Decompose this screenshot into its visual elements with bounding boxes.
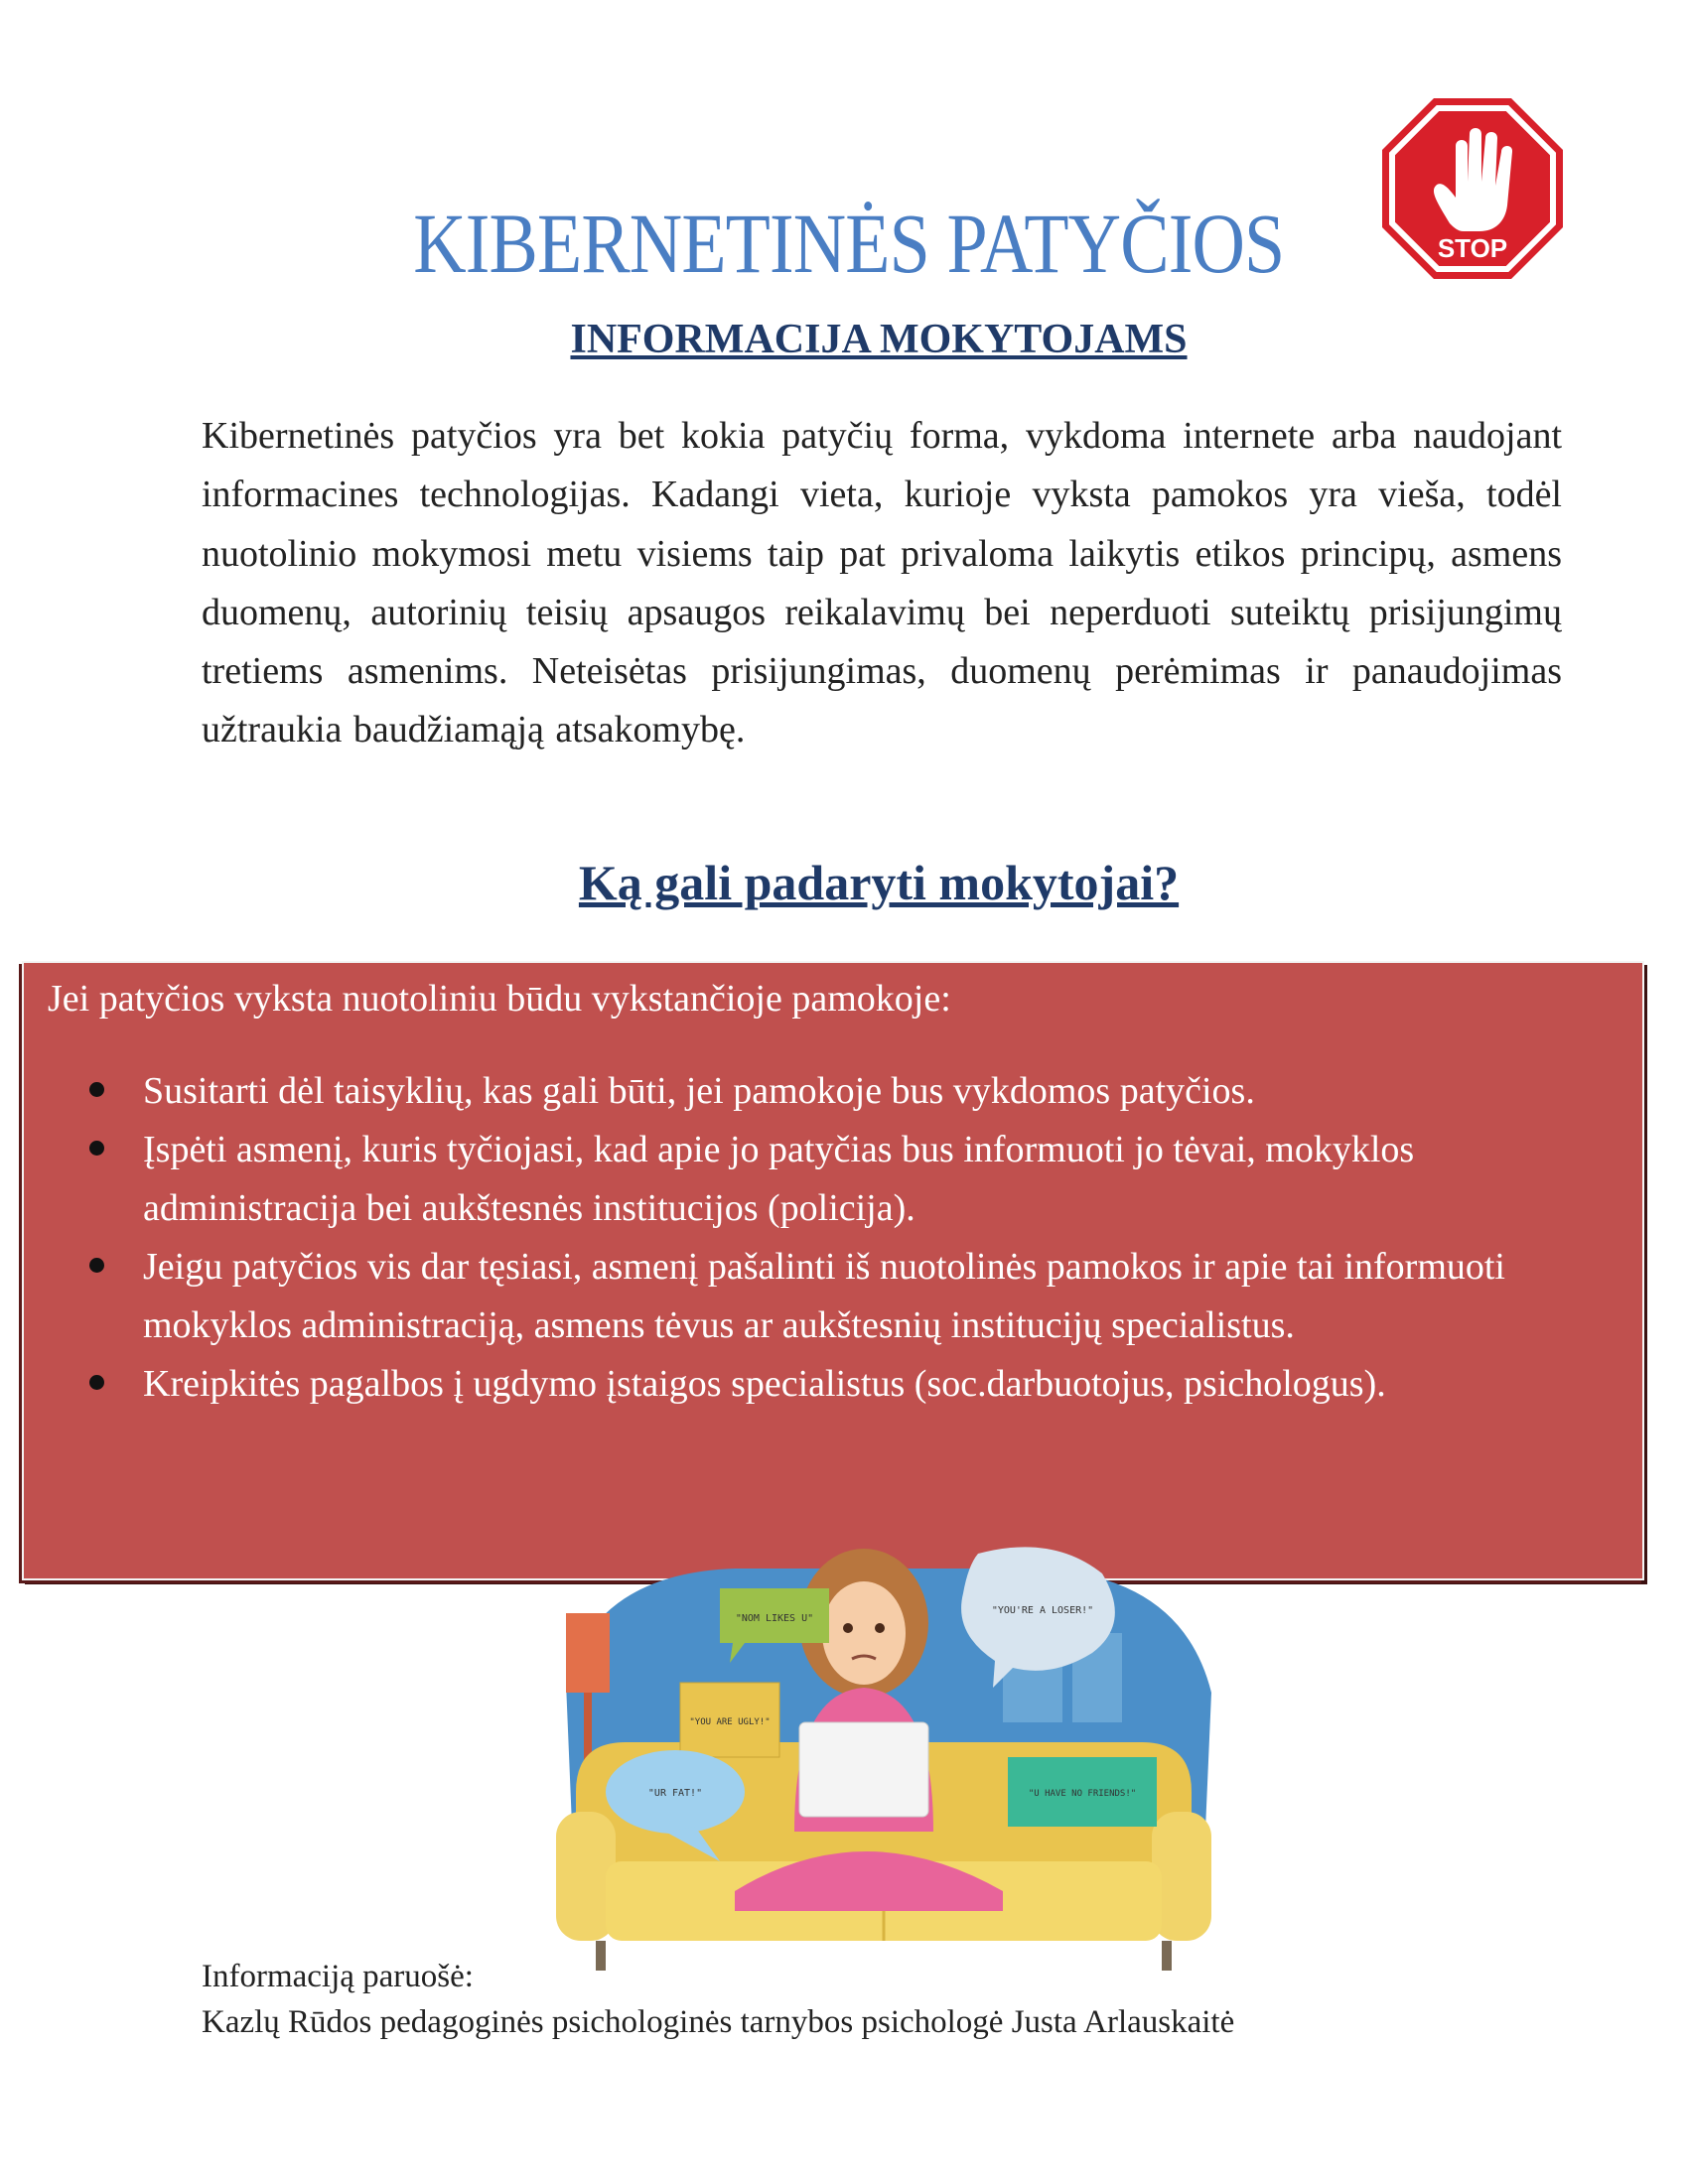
list-item-text: Susitarti dėl taisyklių, kas gali būti, jei pamokoje bus vykdomos patyčios. [143,1070,1255,1112]
list-item-text: Įspėti asmenį, kuris tyčiojasi, kad apie jo patyčias bus informuoti jo tėvai, mokyklos administracija bei aukštesnės institucijos (policija). [143,1129,1415,1229]
bullet-icon [89,1141,104,1156]
credits-author: Kazlų Rūdos pedagoginės psichologinės tarnybos psichologė Justa Arlauskaitė [202,2004,1235,2040]
bubble-4: "UR FAT!" [647,1788,703,1799]
actions-lead: Jei patyčios vyksta nuotoliniu būdu vykstančioje pamokoje: [48,978,951,1020]
bullet-icon [89,1375,104,1390]
list-item-text: Kreipkitės pagalbos į ugdymo įstaigos specialistus (soc.darbuotojus, psichologus). [143,1363,1386,1405]
stop-hand-icon [1378,94,1567,283]
stop-sign-text: STOP [1437,233,1508,263]
credits-label: Informaciją paruošė: [202,1959,474,1994]
bubble-2: "YOU'RE A LOSER!" [991,1605,1094,1616]
list-item [143,1238,1632,1355]
bubble-1: "NOM LIKES U" [735,1613,814,1624]
page-title: KIBERNETINĖS PATYČIOS [413,196,1285,291]
bubble-5: "U HAVE NO FRIENDS!" [1028,1789,1137,1799]
list-item-text: Jeigu patyčios vis dar tęsiasi, asmenį pašalinti iš nuotolinės pamokos ir apie tai informuoti mokyklos administraciją, asmens tėvus ar aukštesnių institucijų specialistus. [143,1246,1505,1346]
list-item [143,1062,1632,1121]
list-item [143,1355,1632,1414]
list-item [143,1121,1632,1238]
actions-list [143,1062,1632,1414]
credits [202,1954,1234,2045]
intro-paragraph: Kibernetinės patyčios yra bet kokia patyčių forma, vykdoma internete arba naudojant informacines technologijas. Kadangi vieta, kurioje vyksta pamokos yra vieša, todėl nuotolinio mokymosi metu visiems taip pat privaloma laikytis etikos principų, asmens duomenų, autorinių teisių apsaugos reikalavimų bei neperduoti suteiktų prisijungimų tretiems asmenims. Neteisėtas prisijungimas, duomenų perėmimas ir panaudojimas užtraukia baudžiamąją atsakomybę. [202,415,1562,751]
bullet-icon [89,1082,104,1097]
bubble-3: "YOU ARE UGLY!" [689,1717,771,1727]
teacher-actions-box [22,961,1644,1580]
subtitle: INFORMACIJA MOKYTOJAMS [570,317,1188,362]
cyberbullying-illustration [536,1494,1231,2010]
bullet-icon [89,1258,104,1273]
question-heading: Ką gali padaryti mokytojai? [578,855,1180,910]
